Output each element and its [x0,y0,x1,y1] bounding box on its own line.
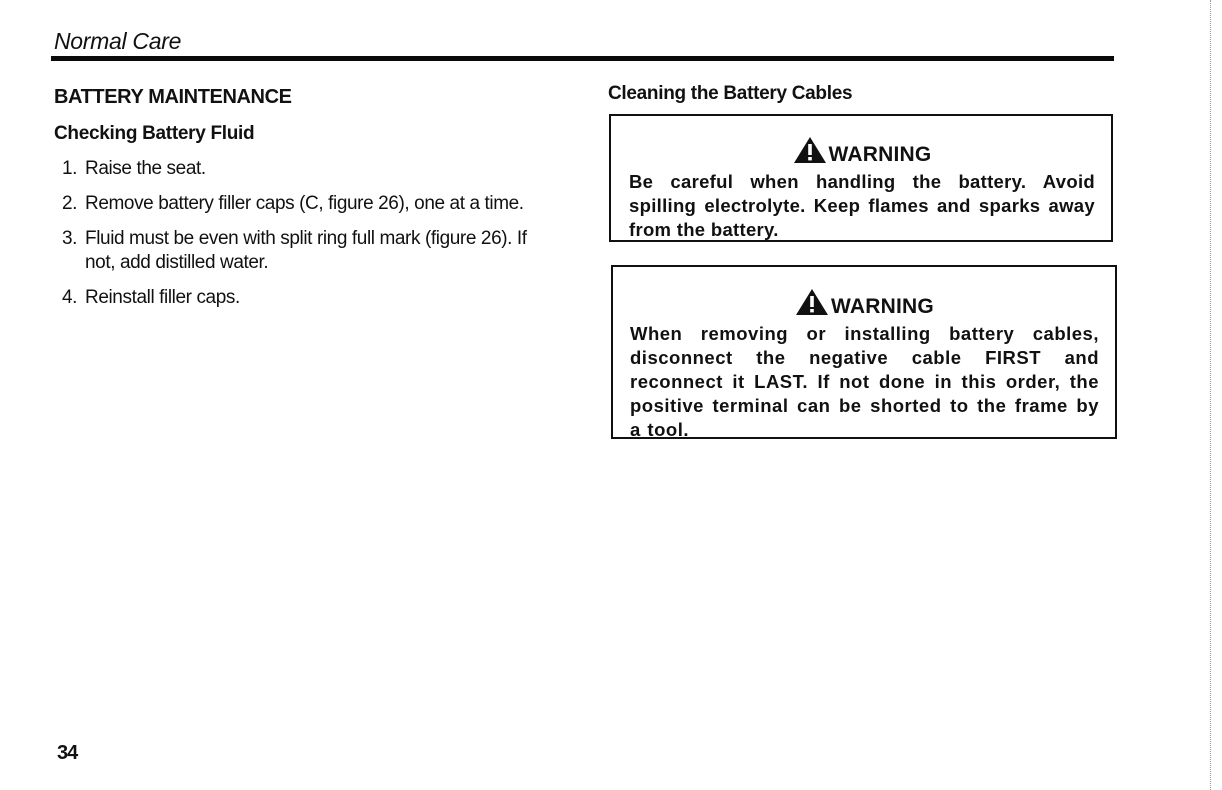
step-text: Reinstall filler caps. [85,287,240,308]
warning-box [611,265,1117,439]
warning-label: WARNING [828,143,932,166]
warning-text: Be careful when handling the battery. Avoid spilling electrolyte. Keep flames and sparks away from the battery. [629,171,1095,240]
section-title: BATTERY MAINTENANCE [54,86,292,108]
page-edge [1210,0,1216,790]
header-rule [51,56,1114,61]
step-text: Remove battery filler caps (C, figure 26), one at a time. [85,193,524,214]
step-number: 3. [62,228,78,249]
warning-triangle-icon [793,136,827,164]
step-text: Raise the seat. [85,158,206,179]
steps-list [54,157,534,310]
list-item [54,192,534,216]
warning-text: When removing or installing battery cables, disconnect the negative cable FIRST and reconnect it LAST. If not done in this order, the positive terminal can be shorted to the frame by a tool. [630,323,1099,440]
warning-triangle-icon [795,288,829,316]
warning-heading [630,288,1099,320]
warning-label: WARNING [831,295,934,318]
page-number: 34 [57,742,78,764]
battery-maintenance-section [54,86,534,321]
cleaning-cables-section [608,83,1118,105]
step-number: 1. [62,158,78,179]
list-item [54,286,534,310]
page-header-title: Normal Care [54,28,182,54]
list-item [54,157,534,181]
warning-box [609,114,1113,242]
subsection-title: Checking Battery Fluid [54,123,255,144]
step-number: 4. [62,287,78,308]
step-number: 2. [62,193,78,214]
warning-heading [629,136,1095,168]
list-item [54,227,534,275]
step-text: Fluid must be even with split ring full mark (figure 26). If not, add distilled water. [85,228,527,273]
section-title: Cleaning the Battery Cables [608,83,853,104]
